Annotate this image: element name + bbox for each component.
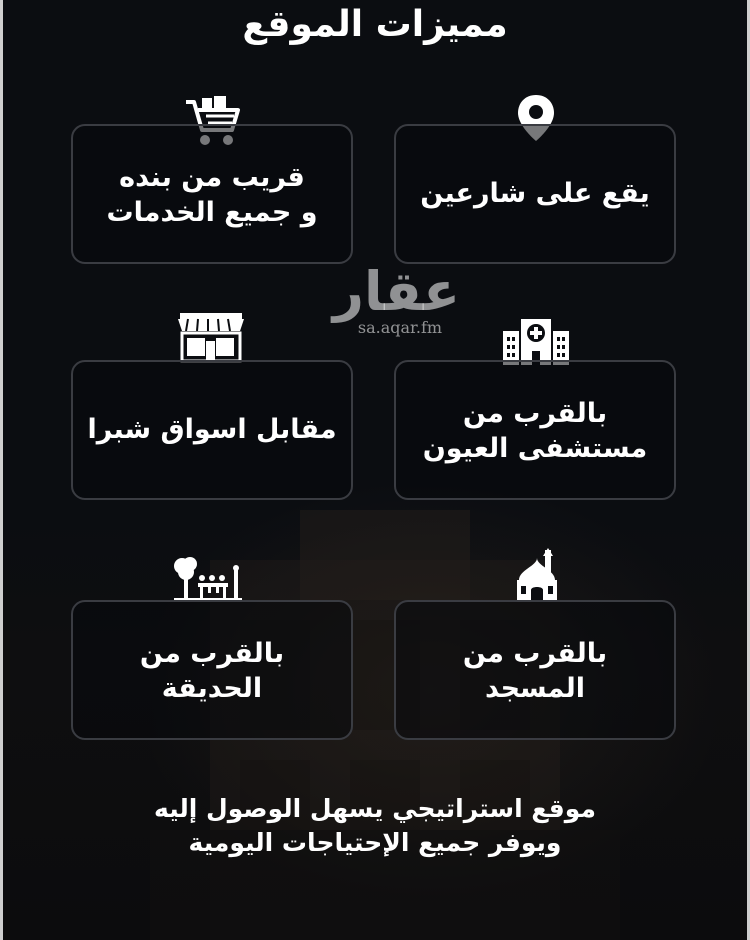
feature-text: بالقرب من مستشفى العيون xyxy=(422,398,648,464)
feature-text: بالقرب من الحديقة xyxy=(139,638,285,704)
aqar-url: sa.aqar.fm xyxy=(357,318,443,337)
feature-card-services xyxy=(71,124,353,264)
feature-text: مقابل اسواق شبرا xyxy=(87,414,337,445)
feature-text: يقع على شارعين xyxy=(420,178,650,209)
footer-description: موقع استراتيجي يسهل الوصول إليه ويوفر جميع الإحتياجات اليومية xyxy=(154,794,596,857)
feature-card-mosque xyxy=(394,600,676,740)
feature-text: بالقرب من المسجد xyxy=(462,638,608,704)
aqar-logo: عقار xyxy=(332,260,460,323)
hospital-icon xyxy=(501,317,571,365)
feature-card-shubra-markets xyxy=(71,360,353,500)
park-icon xyxy=(172,556,244,602)
storefront-icon xyxy=(176,311,246,363)
aqar-watermark xyxy=(332,260,460,337)
feature-card-two-streets xyxy=(394,124,676,264)
feature-card-eye-hospital xyxy=(394,360,676,500)
mosque-icon xyxy=(515,546,559,602)
feature-text: قريب من بنده و جميع الخدمات xyxy=(106,162,318,228)
page-title: مميزات الموقع xyxy=(242,4,508,45)
feature-card-park xyxy=(71,600,353,740)
